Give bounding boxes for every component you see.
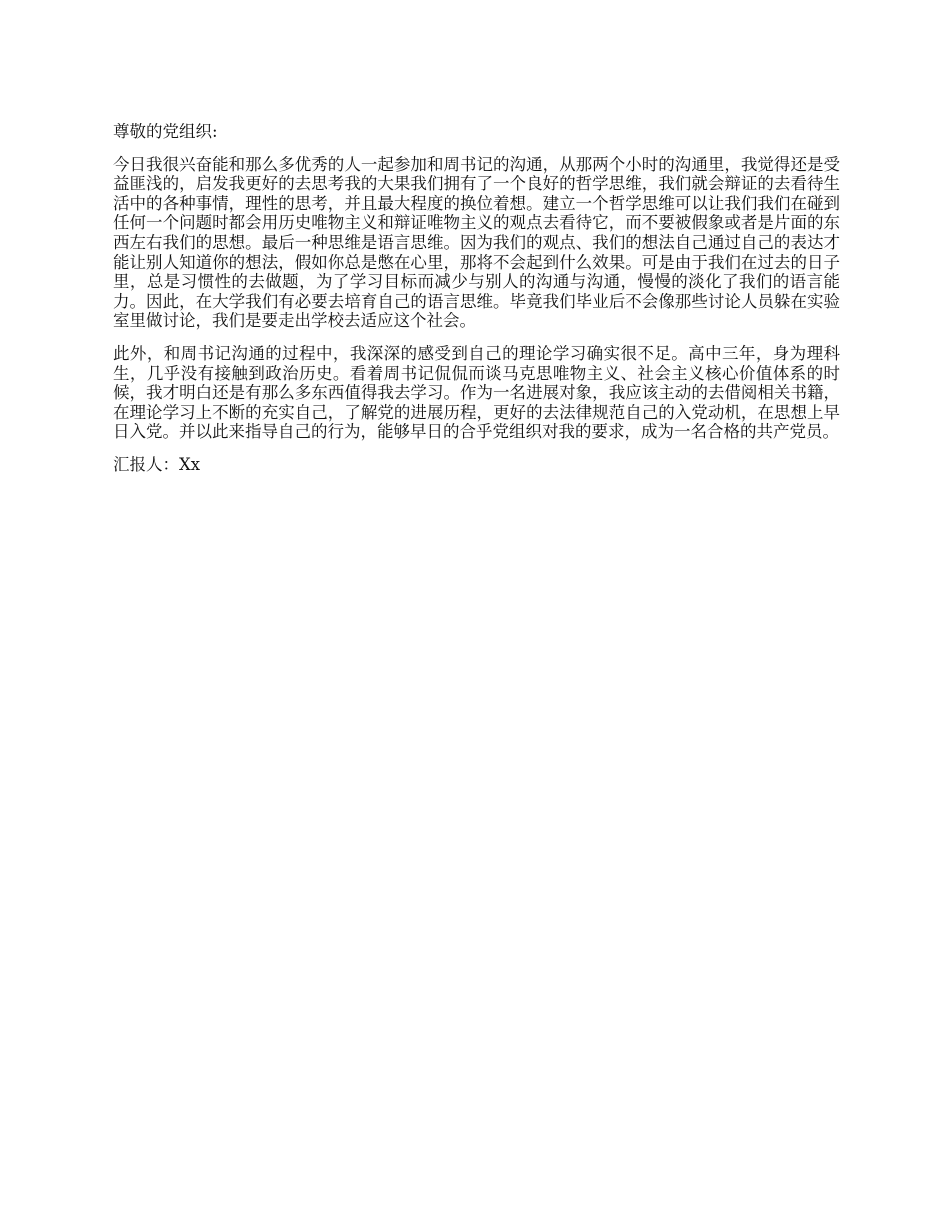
document-body	[113, 122, 840, 475]
paragraph-2: 此外，和周书记沟通的过程中，我深深的感受到自己的理论学习确实很不足。高中三年，身为理科生，几乎没有接触到政治历史。看着周书记侃侃而谈马克思唯物主义、社会主义核心价值体系的时候，我才明白还是有那么多东西值得我去学习。作为一名进展对象，我应该主动的去借阅相关书籍，在理论学习上不断的充实自己，了解党的进展历程，更好的去法律规范自己的入党动机，在思想上早日入党。并以此来指导自己的行为，能够早日的合乎党组织对我的要求，成为一名合格的共产党员。	[113, 343, 840, 442]
paragraph-1: 今日我很兴奋能和那么多优秀的人一起参加和周书记的沟通，从那两个小时的沟通里，我觉得还是受益匪浅的，启发我更好的去思考我的大果我们拥有了一个良好的哲学思维，我们就会辩证的去看待生活中的各种事情，理性的思考，并且最大程度的换位着想。建立一个哲学思维可以让我们我们在碰到任何一个问题时都会用历史唯物主义和辩证唯物主义的观点去看待它，而不要被假象或者是片面的东西左右我们的思想。最后一种思维是语言思维。因为我们的观点、我们的想法自己通过自己的表达才能让别人知道你的想法，假如你总是憋在心里，那将不会起到什么效果。可是由于我们在过去的日子里，总是习惯性的去做题，为了学习目标而减少与别人的沟通与沟通，慢慢的淡化了我们的语言能力。因此，在大学我们有必要去培育自己的语言思维。毕竟我们毕业后不会像那些讨论人员躲在实验室里做讨论，我们是要走出学校去适应这个社会。	[113, 154, 840, 331]
salutation: 尊敬的党组织:	[113, 122, 218, 141]
signature: 汇报人：Xx	[113, 454, 201, 474]
